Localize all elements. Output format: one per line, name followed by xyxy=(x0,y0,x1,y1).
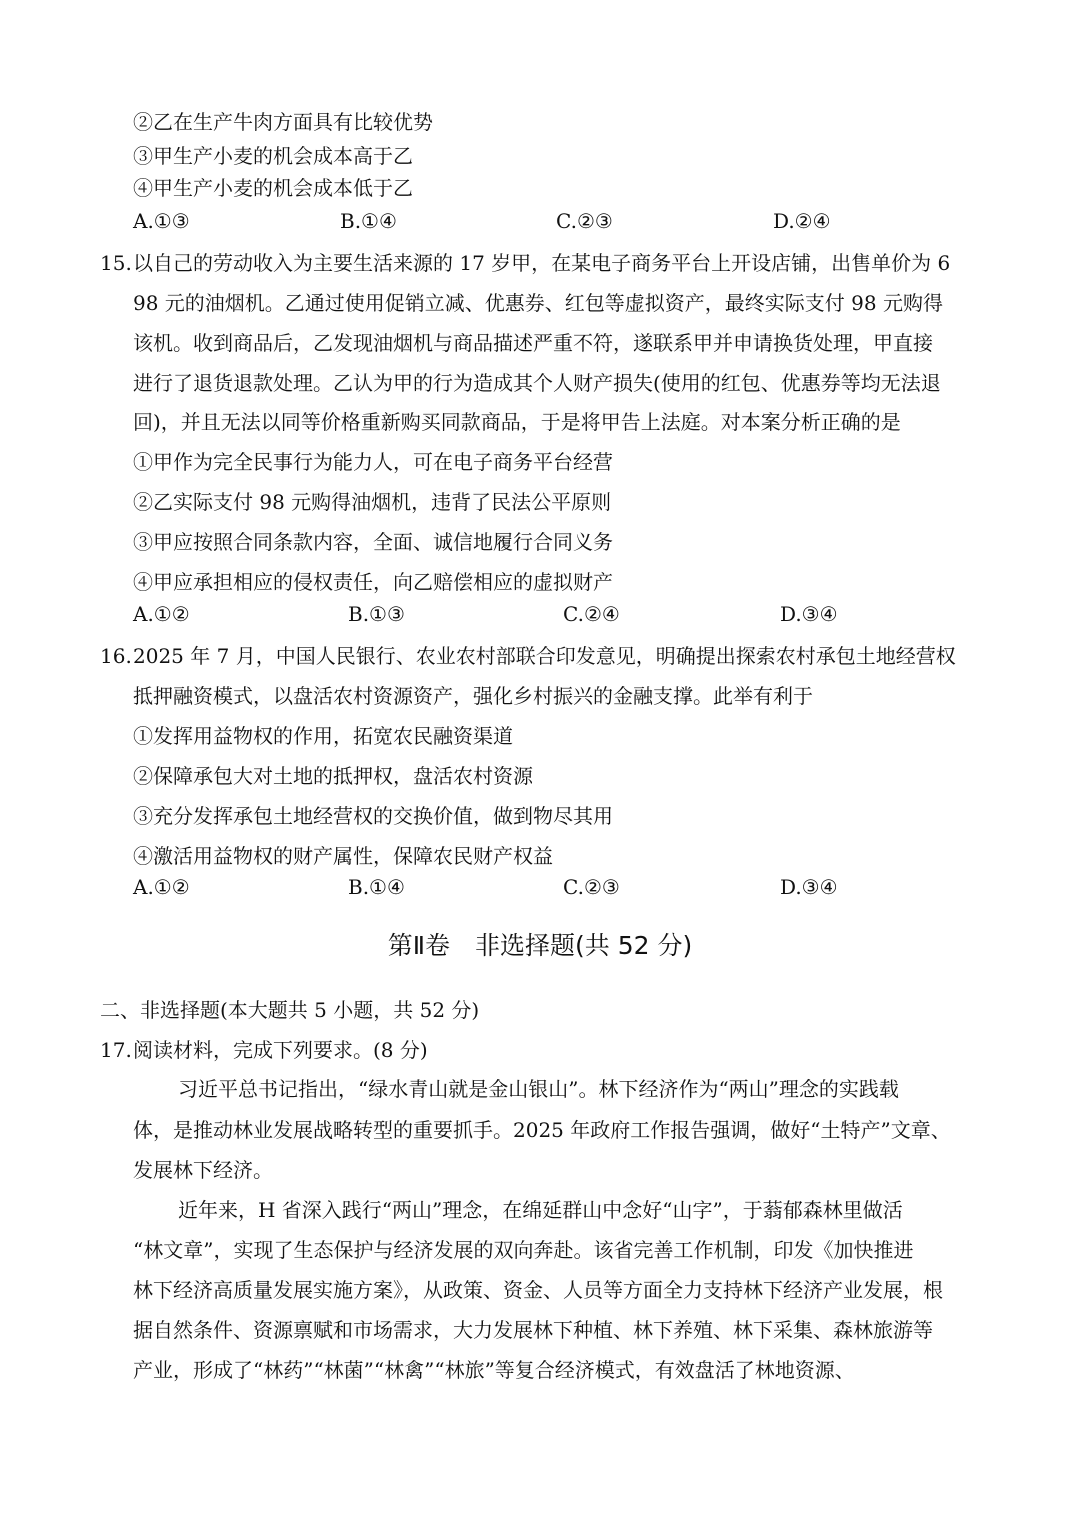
q14-item-2: ②乙在生产牛肉方面具有比较优势 xyxy=(133,110,433,134)
q15-stem-line-4: 进行了退货退款处理。乙认为甲的行为造成其个人财产损失(使用的红包、优惠券等均无法退 xyxy=(133,371,941,395)
q16-option-d: D.③④ xyxy=(780,875,838,899)
q17-para1-line-2: 体，是推动林业发展战略转型的重要抓手。2025 年政府工作报告强调，做好“土特产”文章、 xyxy=(133,1118,951,1142)
q16-item-1: ①发挥用益物权的作用，拓宽农民融资渠道 xyxy=(133,724,513,748)
q15-stem-line-2: 98 元的油烟机。乙通过使用促销立减、优惠券、红包等虚拟资产，最终实际支付 98 元购得 xyxy=(133,291,943,315)
section-title: 第Ⅱ卷 非选择题(共 52 分) xyxy=(387,931,693,960)
q15-stem-line-3: 该机。收到商品后，乙发现油烟机与商品描述严重不符，遂联系甲并申请换货处理，甲直接 xyxy=(133,331,933,355)
q17-prompt: 阅读材料，完成下列要求。(8 分) xyxy=(133,1038,428,1062)
q15-number: 15. xyxy=(100,251,132,275)
q14-item-3: ③甲生产小麦的机会成本高于乙 xyxy=(133,144,413,168)
q17-para1-line-1: 习近平总书记指出，“绿水青山就是金山银山”。林下经济作为“两山”理念的实践载 xyxy=(178,1077,899,1101)
q16-option-a: A.①② xyxy=(133,875,190,899)
section-heading: 二、非选择题(本大题共 5 小题，共 52 分) xyxy=(100,998,480,1022)
q15-item-2: ②乙实际支付 98 元购得油烟机，违背了民法公平原则 xyxy=(133,490,612,514)
q16-item-3: ③充分发挥承包土地经营权的交换价值，做到物尽其用 xyxy=(133,804,613,828)
q16-stem-line-1: 2025 年 7 月，中国人民银行、农业农村部联合印发意见，明确提出探索农村承包土地经营权 xyxy=(133,644,956,668)
q14-option-b: B.①④ xyxy=(340,209,397,233)
q17-para1-line-3: 发展林下经济。 xyxy=(133,1158,273,1182)
q17-para2-line-3: 林下经济高质量发展实施方案》，从政策、资金、人员等方面全力支持林下经济产业发展，根 xyxy=(133,1278,943,1302)
q15-item-4: ④甲应承担相应的侵权责任，向乙赔偿相应的虚拟财产 xyxy=(133,570,613,594)
q16-stem-line-2: 抵押融资模式，以盘活农村资源资产，强化乡村振兴的金融支撑。此举有利于 xyxy=(133,684,813,708)
q17-para2-line-1: 近年来，H 省深入践行“两山”理念，在绵延群山中念好“山字”，于蓊郁森林里做活 xyxy=(178,1198,903,1222)
q17-para2-line-4: 据自然条件、资源禀赋和市场需求，大力发展林下种植、林下养殖、林下采集、森林旅游等 xyxy=(133,1318,933,1342)
q15-option-c: C.②④ xyxy=(563,602,620,626)
q14-item-4: ④甲生产小麦的机会成本低于乙 xyxy=(133,176,413,200)
q15-item-1: ①甲作为完全民事行为能力人，可在电子商务平台经营 xyxy=(133,450,613,474)
q14-option-d: D.②④ xyxy=(773,209,831,233)
q16-option-b: B.①④ xyxy=(348,875,405,899)
q17-para2-line-2: “林文章”，实现了生态保护与经济发展的双向奔赴。该省完善工作机制，印发《加快推进 xyxy=(133,1238,914,1262)
q15-stem-line-1: 以自己的劳动收入为主要生活来源的 17 岁甲，在某电子商务平台上开设店铺，出售单价为 6 xyxy=(133,251,951,275)
q16-item-4: ④激活用益物权的财产属性，保障农民财产权益 xyxy=(133,844,553,868)
q17-para2-line-5: 产业，形成了“林药”“林菌”“林禽”“林旅”等复合经济模式，有效盘活了林地资源、 xyxy=(133,1358,855,1382)
q15-option-a: A.①② xyxy=(133,602,190,626)
q15-stem-line-5: 回)，并且无法以同等价格重新购买同款商品，于是将甲告上法庭。对本案分析正确的是 xyxy=(133,410,901,434)
q16-item-2: ②保障承包大对土地的抵押权，盘活农村资源 xyxy=(133,764,533,788)
q16-option-c: C.②③ xyxy=(563,875,620,899)
q15-option-b: B.①③ xyxy=(348,602,405,626)
q16-number: 16. xyxy=(100,644,132,668)
q14-option-a: A.①③ xyxy=(133,209,190,233)
q14-option-c: C.②③ xyxy=(556,209,613,233)
q15-option-d: D.③④ xyxy=(780,602,838,626)
q17-number: 17. xyxy=(100,1038,132,1062)
q15-item-3: ③甲应按照合同条款内容，全面、诚信地履行合同义务 xyxy=(133,530,613,554)
